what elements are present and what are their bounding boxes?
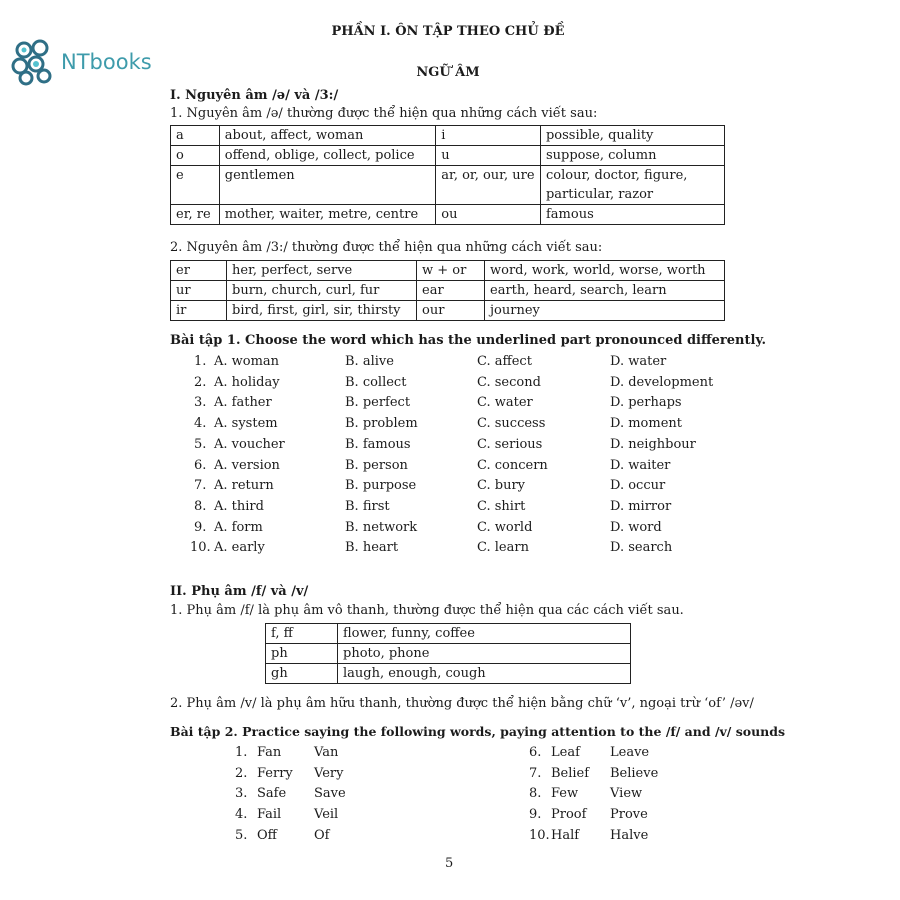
f-word: Safe	[257, 786, 287, 802]
topic-title: NGỮ ÂM	[416, 65, 480, 80]
answer-option: A. third	[214, 498, 264, 514]
answer-option: D. search	[610, 540, 673, 556]
v-word: Halve	[610, 827, 649, 843]
answer-option: A. early	[214, 540, 265, 556]
pair-number: 2.	[235, 765, 248, 781]
table-row	[171, 166, 725, 205]
table-cell: u	[436, 146, 541, 166]
answer-option: B. perfect	[345, 395, 411, 411]
table-row	[171, 261, 725, 281]
question-number: 1.	[194, 354, 207, 369]
table-cell: about, affect, woman	[219, 126, 436, 146]
answer-option: C. second	[477, 374, 541, 390]
question-number: 2.	[194, 374, 207, 390]
answer-option: D. waiter	[610, 457, 671, 473]
table-cell: suppose, column	[540, 146, 724, 166]
table-cell: bird, first, girl, sir, thirsty	[227, 301, 417, 321]
question-number: 9.	[194, 519, 207, 535]
exercise2-title: Bài tập 2. Practice saying the following words, paying attention to the /f/ and /v/ sounds	[170, 724, 786, 739]
table-cell: offend, oblige, collect, police	[219, 146, 436, 166]
table-row	[171, 146, 725, 166]
answer-option: A. holiday	[214, 374, 280, 390]
question-number: 5.	[194, 436, 207, 452]
table-cell: er	[171, 261, 227, 281]
question-number: 7.	[194, 478, 207, 494]
answer-option: C. serious	[477, 436, 543, 452]
f-word: Fan	[257, 745, 282, 760]
table-cell: a	[171, 126, 220, 146]
question-number: 3.	[194, 395, 207, 411]
answer-option: B. network	[345, 519, 418, 535]
answer-option: C. affect	[477, 354, 532, 369]
table-cell: burn, church, curl, fur	[227, 281, 417, 301]
table-cell: photo, phone	[338, 644, 631, 664]
molecule-logo-icon	[10, 38, 58, 86]
answer-option: C. learn	[477, 540, 529, 556]
table-cell: o	[171, 146, 220, 166]
v-word: Believe	[610, 765, 659, 781]
answer-option: B. person	[345, 457, 408, 473]
answer-option: B. collect	[345, 374, 407, 390]
answer-option: B. first	[345, 498, 390, 514]
answer-option: A. return	[214, 478, 274, 494]
f-word: Ferry	[257, 765, 293, 781]
table-row	[266, 664, 631, 684]
f-word: Half	[551, 827, 580, 843]
table-row	[266, 624, 631, 644]
answer-option: C. world	[477, 519, 533, 535]
table-row	[171, 205, 725, 225]
answer-option: A. voucher	[214, 436, 285, 452]
table-cell: ph	[266, 644, 338, 664]
table-cell: famous	[540, 205, 724, 225]
answer-option: C. concern	[477, 457, 548, 473]
answer-option: C. bury	[477, 478, 526, 494]
table-cell: ou	[436, 205, 541, 225]
exercise1-title: Bài tập 1. Choose the word which has the underlined part pronounced differently.	[170, 333, 767, 348]
table-cell: colour, doctor, figure, particular, razor	[540, 166, 724, 205]
answer-option: D. development	[610, 374, 714, 390]
table-cell: ir	[171, 301, 227, 321]
table-cell: gh	[266, 664, 338, 684]
section1-title: I. Nguyên âm /ə/ và /3:/	[170, 88, 339, 103]
table-cell: journey	[485, 301, 725, 321]
answer-option: A. system	[214, 416, 278, 432]
answer-option: D. water	[610, 354, 667, 369]
table-cell: i	[436, 126, 541, 146]
table-row	[171, 281, 725, 301]
pair-number: 8.	[529, 786, 542, 802]
question-number: 6.	[194, 457, 207, 473]
answer-option: D. occur	[610, 478, 666, 494]
ntbooks-logo	[10, 38, 152, 86]
section2-p1: 1. Phụ âm /f/ là phụ âm vô thanh, thường được thể hiện qua các cách viết sau.	[170, 603, 684, 618]
table-cell: ur	[171, 281, 227, 301]
f-word: Belief	[551, 765, 590, 781]
table-cell: e	[171, 166, 220, 205]
v-word: Van	[314, 745, 339, 760]
v-word: Very	[314, 765, 344, 781]
pair-number: 7.	[529, 765, 542, 781]
answer-option: A. version	[214, 457, 280, 473]
pair-number: 10.	[529, 827, 550, 843]
table-cell: ear	[417, 281, 485, 301]
answer-option: B. purpose	[345, 478, 417, 494]
answer-option: C. shirt	[477, 498, 526, 514]
table-cell: f, ff	[266, 624, 338, 644]
v-word: Of	[314, 827, 330, 843]
v-word: Veil	[314, 807, 339, 823]
f-word: Fail	[257, 807, 282, 823]
table-cell: laugh, enough, cough	[338, 664, 631, 684]
answer-option: C. success	[477, 416, 546, 432]
table-cell: word, work, world, worse, worth	[485, 261, 725, 281]
table-cell: ar, or, our, ure	[436, 166, 541, 205]
v-word: Leave	[610, 745, 650, 760]
section2-p2: 2. Phụ âm /v/ là phụ âm hữu thanh, thường được thể hiện bằng chữ ‘v’, ngoại trừ ‘of’ /əv/	[170, 696, 754, 711]
table-row	[171, 301, 725, 321]
answer-option: A. woman	[214, 354, 280, 369]
section2-title: II. Phụ âm /f/ và /v/	[170, 584, 309, 599]
answer-option: D. mirror	[610, 498, 672, 514]
section1-p1: 1. Nguyên âm /ə/ thường được thể hiện qua những cách viết sau:	[170, 106, 598, 121]
pair-number: 9.	[529, 807, 542, 823]
question-number: 10.	[190, 540, 211, 556]
v-word: View	[610, 786, 643, 802]
table-cell: er, re	[171, 205, 220, 225]
table-row	[266, 644, 631, 664]
f-word: Off	[257, 827, 277, 843]
answer-option: B. alive	[345, 354, 394, 369]
question-number: 4.	[194, 416, 207, 432]
pair-number: 4.	[235, 807, 248, 823]
pair-number: 3.	[235, 786, 248, 802]
table-cell: gentlemen	[219, 166, 436, 205]
answer-option: C. water	[477, 395, 533, 411]
table-cell: w + or	[417, 261, 485, 281]
consonant-f-table	[265, 623, 631, 684]
answer-option: D. neighbour	[610, 436, 696, 452]
f-word: Leaf	[551, 745, 580, 760]
table-cell: our	[417, 301, 485, 321]
v-word: Prove	[610, 807, 648, 823]
answer-option: B. heart	[345, 540, 399, 556]
pair-number: 5.	[235, 827, 248, 843]
vowel-schwa-table	[170, 125, 725, 225]
section1-p2: 2. Nguyên âm /3:/ thường được thể hiện qua những cách viết sau:	[170, 240, 603, 255]
table-row	[171, 126, 725, 146]
f-word: Few	[551, 786, 579, 802]
vowel-er-table	[170, 260, 725, 321]
part-title: PHẦN I. ÔN TẬP THEO CHỦ ĐỀ	[331, 24, 565, 39]
table-cell: possible, quality	[540, 126, 724, 146]
v-word: Save	[314, 786, 346, 802]
answer-option: A. father	[214, 395, 272, 411]
answer-option: D. word	[610, 519, 662, 535]
page-number: 5	[445, 856, 454, 871]
answer-option: A. form	[214, 519, 263, 535]
answer-option: D. perhaps	[610, 395, 682, 411]
answer-option: B. problem	[345, 416, 418, 432]
logo-text: NTbooks	[61, 50, 152, 74]
pair-number: 6.	[529, 745, 542, 760]
f-word: Proof	[551, 807, 587, 823]
answer-option: D. moment	[610, 416, 682, 432]
pair-number: 1.	[235, 745, 248, 760]
question-number: 8.	[194, 498, 207, 514]
table-cell: mother, waiter, metre, centre	[219, 205, 436, 225]
table-cell: earth, heard, search, learn	[485, 281, 725, 301]
answer-option: B. famous	[345, 436, 411, 452]
table-cell: her, perfect, serve	[227, 261, 417, 281]
table-cell: flower, funny, coffee	[338, 624, 631, 644]
